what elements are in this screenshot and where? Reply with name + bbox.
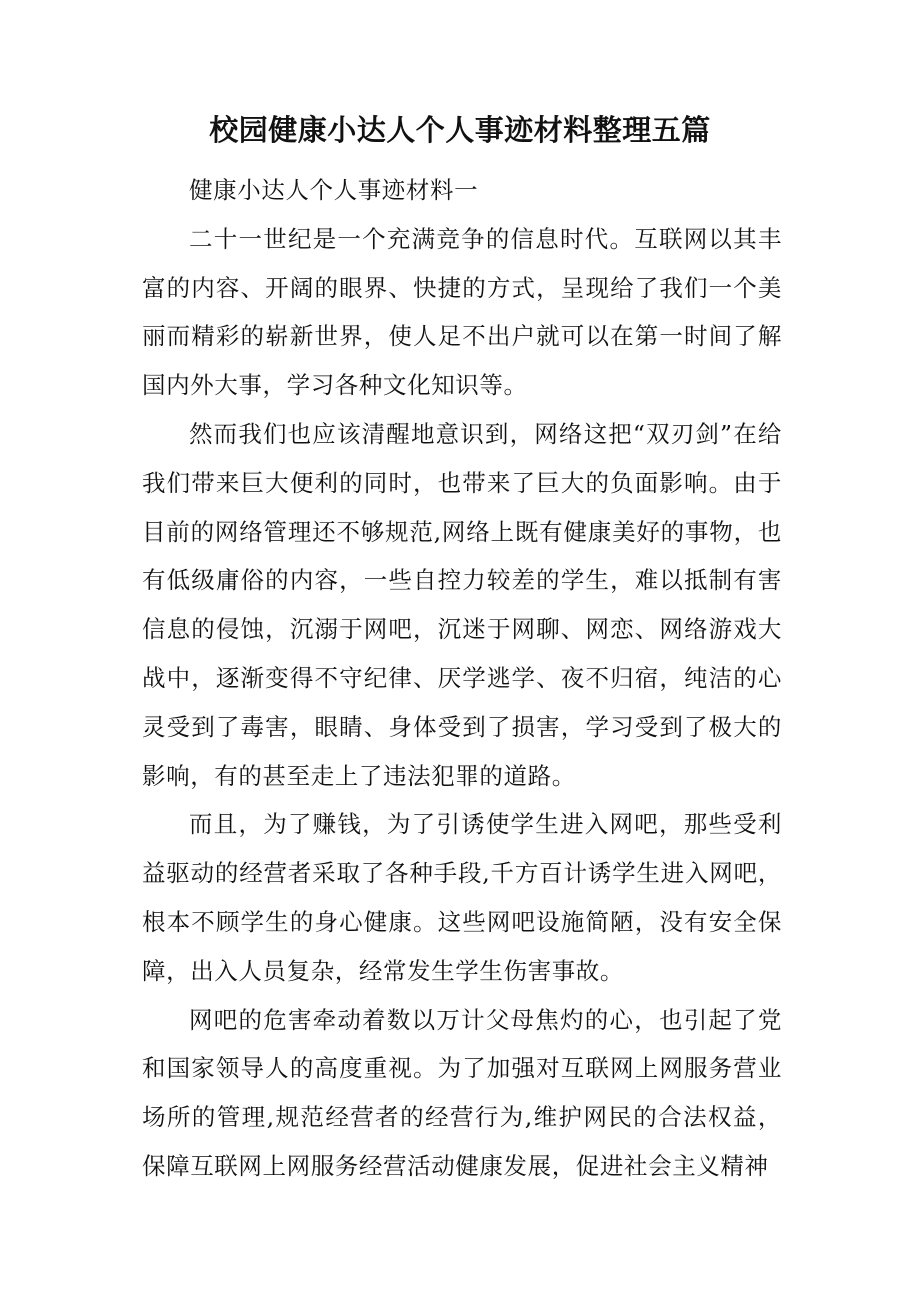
paragraph-1: 二十一世纪是一个充满竞争的信息时代。互联网以其丰富的内容、开阔的眼界、快捷的方式，呈现给了我们一个美丽而精彩的崭新世界，使人足不出户就可以在第一时间了解国内外大事，学习各种文化知识等。 bbox=[142, 224, 782, 400]
paragraph-2: 然而我们也应该清醒地意识到，网络这把“双刃剑”在给我们带来巨大便利的同时，也带来了巨大的负面影响。由于目前的网络管理还不够规范,网络上既有健康美好的事物，也有低级庸俗的内容，一些自控力较差的学生，难以抵制有害信息的侵蚀，沉溺于网吧，沉迷于网聊、网恋、网络游戏大战中，逐渐变得不守纪律、厌学逃学、夜不归宿，纯洁的心灵受到了毒害，眼睛、身体受到了损害，学习受到了极大的影响，有的甚至走上了违法犯罪的道路。 bbox=[142, 419, 782, 790]
document-body bbox=[142, 166, 782, 1191]
document-title: 校园健康小达人个人事迹材料整理五篇 bbox=[209, 113, 711, 147]
paragraph-4: 网吧的危害牵动着数以万计父母焦灼的心，也引起了党和国家领导人的高度重视。为了加强对互联网上网服务营业场所的管理,规范经营者的经营行为,维护网民的合法权益，保障互联网上网服务经营活动健康发展，促进社会主义精神 bbox=[142, 1005, 782, 1180]
section-heading: 健康小达人个人事迹材料一 bbox=[189, 176, 479, 204]
paragraph-3: 而且，为了赚钱，为了引诱使学生进入网吧，那些受利益驱动的经营者采取了各种手段,千方百计诱学生进入网吧，根本不顾学生的身心健康。这些网吧设施简陋，没有安全保障，出入人员复杂，经常发生学生伤害事故。 bbox=[142, 810, 782, 985]
